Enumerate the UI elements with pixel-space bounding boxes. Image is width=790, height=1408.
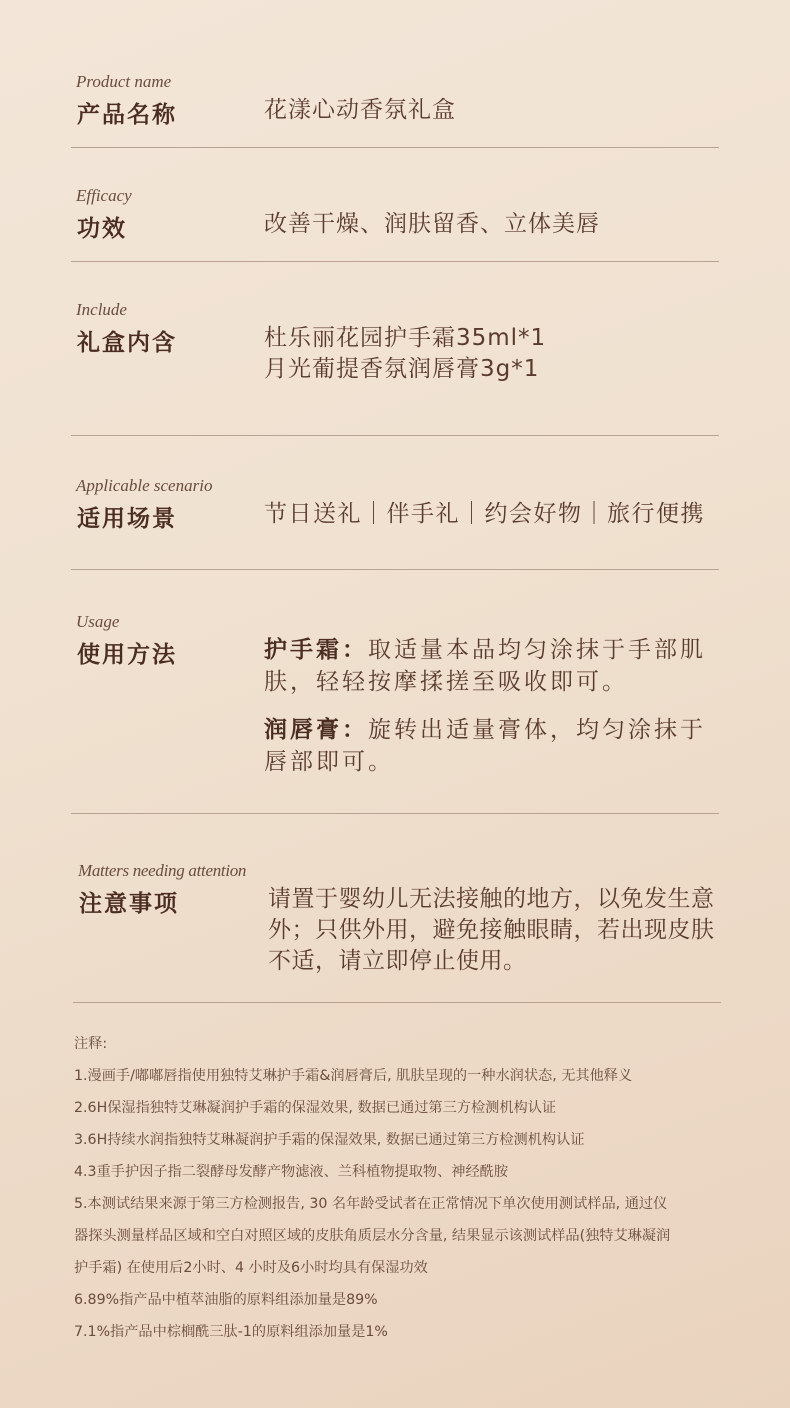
divider: [71, 813, 719, 814]
efficacy-value: 改善干燥、润肤留香、立体美唇: [264, 211, 600, 237]
scenario-zh-label: 适用场景: [77, 506, 177, 532]
usage-hand-cream-text: 取适量本品均匀涂抹于手部肌: [368, 637, 706, 663]
divider: [71, 261, 719, 262]
note-item: 3.6H持续水润指独特艾琳凝润护手霜的保湿效果, 数据已通过第三方检测机构认证: [74, 1132, 585, 1148]
efficacy-en-label: Efficacy: [76, 186, 132, 205]
divider: [71, 569, 719, 570]
usage-lip-balm-label: 润唇膏：: [264, 717, 368, 743]
divider: [71, 147, 719, 148]
note-item: 2.6H保湿指独特艾琳凝润护手霜的保湿效果, 数据已通过第三方检测机构认证: [74, 1100, 557, 1116]
usage-lip-balm-line2: 唇部即可。: [264, 749, 394, 775]
product-name-zh-label: 产品名称: [77, 102, 177, 128]
scenario-value: 节日送礼｜伴手礼｜约会好物｜旅行便携: [264, 501, 705, 527]
usage-lip-balm: [264, 714, 706, 746]
usage-en-label: Usage: [76, 612, 120, 631]
usage-hand-cream: [264, 634, 706, 666]
include-en-label: Include: [76, 300, 127, 319]
divider: [71, 435, 719, 436]
note-item: 7.1%指产品中棕榈酰三肽-1的原料组添加量是1%: [74, 1324, 388, 1340]
note-item: 器探头测量样品区域和空白对照区域的皮肤角质层水分含量, 结果显示该测试样品(独特艾琳凝润: [74, 1228, 671, 1244]
notes-title: 注释:: [74, 1036, 108, 1052]
note-item: 6.89%指产品中植萃油脂的原料组添加量是89%: [74, 1292, 378, 1308]
include-item: 杜乐丽花园护手霜35ml*1: [264, 325, 547, 351]
attention-zh-label: 注意事项: [79, 891, 179, 917]
attention-line: 不适，请立即停止使用。: [268, 948, 527, 974]
efficacy-zh-label: 功效: [77, 216, 127, 242]
product-name-value: 花漾心动香氛礼盒: [264, 97, 456, 123]
attention-line: 请置于婴幼儿无法接触的地方，以免发生意: [268, 886, 715, 912]
include-zh-label: 礼盒内含: [77, 330, 177, 356]
note-item: 1.漫画手/嘟嘟唇指使用独特艾琳护手霜&润唇膏后, 肌肤呈现的一种水润状态, 无其他释义: [74, 1068, 633, 1084]
usage-zh-label: 使用方法: [77, 642, 177, 668]
include-item: 月光葡提香氛润唇膏3g*1: [264, 356, 540, 382]
note-item: 4.3重手护因子指二裂酵母发酵产物滤液、兰科植物提取物、神经酰胺: [74, 1164, 509, 1180]
divider: [73, 1002, 721, 1003]
notes-block: [74, 1028, 730, 1348]
usage-hand-cream-line2: 肤，轻轻按摩揉搓至吸收即可。: [264, 669, 628, 695]
usage-hand-cream-label: 护手霜：: [264, 637, 368, 663]
attention-en-label: Matters needing attention: [78, 861, 247, 880]
scenario-en-label: Applicable scenario: [76, 476, 213, 495]
usage-lip-balm-text: 旋转出适量膏体，均匀涂抹于: [368, 717, 706, 743]
attention-line: 外；只供外用，避免接触眼睛，若出现皮肤: [268, 917, 715, 943]
note-item: 护手霜) 在使用后2小时、4 小时及6小时均具有保湿功效: [74, 1260, 428, 1276]
product-name-en-label: Product name: [76, 72, 172, 91]
note-item: 5.本测试结果来源于第三方检测报告, 30 名年龄受试者在正常情况下单次使用测试样品, 通过仪: [74, 1196, 668, 1212]
